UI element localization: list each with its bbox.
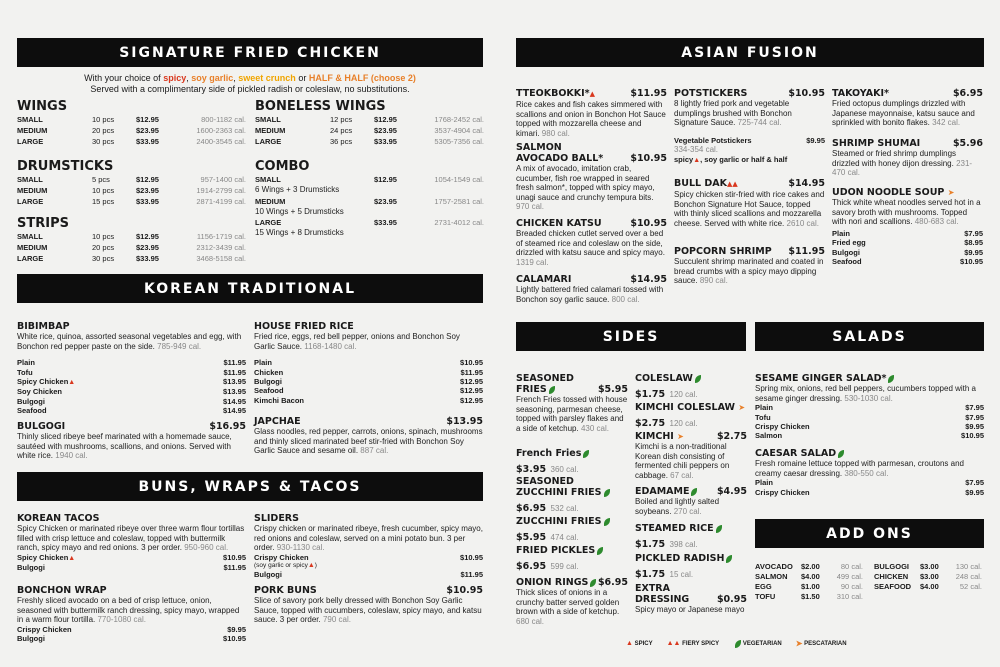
leaf-icon	[716, 525, 722, 533]
size-row: SMALL 5 pcs $12.95 957-1400 cal.	[17, 175, 246, 184]
flame-icon: ▲	[68, 379, 76, 386]
wings-block	[17, 99, 247, 147]
option-row: Plain $10.95	[254, 358, 483, 368]
option-row: Bulgogi $10.95	[17, 634, 246, 644]
potstickers-item: POTSTICKERS $10.95 8 lightly fried pork and vegetable dumplings brushed with Bonchon Signature Sauce. 725-744 cal.	[674, 88, 825, 128]
size-row: SMALL 10 pcs $12.95 800-1182 cal.	[17, 115, 246, 124]
size-row: MEDIUM 20 pcs $23.95 2312-3439 cal.	[17, 243, 246, 252]
size-row: LARGE 36 pcs $33.95 5305-7356 cal.	[255, 137, 484, 146]
addon-row: TOFU $1.50 310 cal.	[755, 592, 863, 601]
kimchi-coleslaw-item: KIMCHI COLESLAW ➤ $2.75 120 cal.	[635, 402, 746, 429]
addons-right	[874, 562, 984, 592]
option-row: Tofu $7.95	[755, 412, 984, 422]
size-row: LARGE 30 pcs $33.95 3468-5158 cal.	[17, 254, 246, 263]
option-row: Chicken $11.95	[254, 367, 483, 377]
option-row: Spicy Chicken▲ $13.95	[17, 377, 246, 386]
bulgogi-item: BULGOGI $16.95 Thinly sliced ribeye beef marinated with a homemade sauce, sautéed with mushrooms, scallions, and onions. Served with white rice. 1940 cal.	[17, 421, 246, 461]
calamari-item: CALAMARI $14.95 Lightly battered fried calamari tossed with Bonchon soy garlic sauce. 800 cal.	[516, 274, 667, 304]
onion-rings-item: ONION RINGS $6.95 Thick slices of onions in a crunchy batter served golden brown with a side of ketchup. 680 cal.	[516, 577, 628, 626]
popcorn-shrimp-item: POPCORN SHRIMP $11.95 Succulent shrimp marinated and coated in bread crumbs with a spicy mayo dipping sauce. 890 cal.	[674, 246, 825, 286]
leaf-icon	[590, 579, 596, 587]
fish-icon: ➤	[738, 403, 746, 412]
option-row: Plain $7.95	[832, 228, 983, 238]
option-row: Spicy Chicken▲ $10.95	[17, 552, 246, 562]
size-row: LARGE 30 pcs $33.95 2400-3545 cal.	[17, 137, 246, 146]
option-row: Bulgogi $9.95	[832, 247, 983, 257]
flame-icon: ▲	[307, 562, 315, 570]
legend: ▲ SPICY ▲▲ FIERY SPICY VEGETARIAN ➤ PESCATARIAN	[626, 639, 847, 648]
leaf-icon	[604, 489, 610, 497]
fried-pickles-item: FRIED PICKLES $6.95 599 cal.	[516, 545, 628, 574]
option-row: Kimchi Bacon $12.95	[254, 395, 483, 405]
option-row: Soy Chicken $13.95	[17, 387, 246, 397]
flame-icon: ▲	[693, 156, 701, 164]
option-row: Bulgogi $11.95	[17, 563, 246, 573]
fish-icon: ➤	[947, 188, 955, 197]
section-header-addons: ADD ONS	[755, 519, 984, 548]
french-fries-item: French Fries $3.95 360 cal.	[516, 448, 628, 477]
seasoned-zucchini-item: SEASONED ZUCCHINI FRIES $6.95 532 cal.	[516, 476, 628, 516]
drumsticks-block	[17, 159, 247, 207]
steamed-rice-item: STEAMED RICE $1.75 398 cal.	[635, 523, 747, 552]
veg-potstickers-item: Vegetable Potstickers $9.95 334-354 cal. spicy▲, soy garlic or half & half	[674, 136, 825, 164]
seasoned-fries-item: SEASONED FRIES $5.95 French Fries tossed with house seasoning, parmesan cheese, topped with parsley flakes and a side of ketchup. 430 cal.	[516, 373, 628, 433]
bonchon-wrap-item: BONCHON WRAP Freshly sliced avocado on a bed of crisp lettuce, onion, seasoned with buttermilk ranch dressing, spicy mayo, wrapped in a warm flour tortilla. 770-1080 cal. Crispy Chicken $9.95 Bulgogi $10.95	[17, 585, 246, 644]
flame-icon: ▲	[626, 640, 633, 647]
option-row: Salmon $10.95	[755, 431, 984, 441]
size-row: MEDIUM 20 pcs $23.95 1600-2363 cal.	[17, 126, 246, 135]
fish-icon: ➤	[795, 639, 803, 648]
addon-row: EGG $1.00 90 cal.	[755, 582, 863, 591]
flame-icon: ▲	[589, 90, 596, 98]
option-row: Crispy Chicken $9.95	[755, 487, 984, 497]
option-row: Bulgogi $12.95	[254, 377, 483, 386]
addon-row: SALMON $4.00 499 cal.	[755, 572, 863, 581]
boneless-block	[255, 99, 485, 147]
caesar-salad-item: CAESAR SALAD Fresh romaine lettuce topped with parmesan, croutons and creamy caesar dressing. 380-550 cal. Plain $7.95 Crispy Chicken $9.95	[755, 448, 984, 497]
option-row: Seafood $10.95	[832, 257, 983, 266]
chicken-katsu-item: CHICKEN KATSU $10.95 Breaded chicken cutlet served over a bed of steamed rice and coleslaw on the side, drizzled with katsu sauce and spicy mayo. 1319 cal.	[516, 218, 667, 267]
addon-row: BULGOGI $3.00 130 cal.	[874, 562, 982, 571]
coleslaw-item: COLESLAW $1.75 120 cal.	[635, 373, 747, 402]
section-header-asian: ASIAN FUSION	[516, 38, 984, 67]
size-row: MEDIUM 24 pcs $23.95 3537-4904 cal.	[255, 126, 484, 135]
addon-row: SEAFOOD $4.00 52 cal.	[874, 582, 982, 591]
house-fried-rice-item: HOUSE FRIED RICE Fried rice, eggs, red bell pepper, onions and Bonchon Soy Garlic Sauce. 1168-1480 cal. Plain $10.95 Chicken $11.95 Bulgogi $12.95 Seafood $12.95 Kimchi Bacon $12.95	[254, 321, 483, 405]
option-row: Fried egg $8.95	[832, 238, 983, 248]
japchae-item: JAPCHAE $13.95 Glass noodles, red pepper, carrots, onions, spinach, mushrooms and thinly sliced marinated beef stir-fried with Bonchon Soy Garlic Sauce and sesame oil. 887 cal.	[254, 416, 483, 456]
salmon-avocado-item: SALMON AVOCADO BALL* $10.95 A mix of avocado, imitation crab, cucumber, fish roe wrapped in seared fresh salmon*, topped with spicy mayo, unagi sauce and crunchy tempura bits. 970 cal.	[516, 142, 667, 212]
addons-left	[755, 562, 867, 602]
shrimp-shumai-item: SHRIMP SHUMAI $5.96 Steamed or fried shrimp dumplings drizzled with honey dijon dressing. 231-470 cal.	[832, 138, 983, 178]
section-header-signature	[17, 38, 483, 67]
strips-block	[17, 216, 247, 264]
option-row: Bulgogi $14.95	[17, 396, 246, 406]
boneless-title: BONELESS WINGS	[255, 99, 386, 114]
leaf-icon	[597, 547, 603, 555]
sliders-item: SLIDERS Crispy chicken or marinated ribeye, fresh cucumber, spicy mayo, red onions and coleslaw, served on a mini potato bun. 3 per order. 930-1130 cal. Crispy Chicken $10.95 (soy garlic or spicy▲) Bulgogi $11.95	[254, 513, 483, 580]
flame-icon: ▲	[68, 554, 76, 562]
combo-title: COMBO	[255, 159, 310, 174]
zucchini-fries-item: ZUCCHINI FRIES $5.95 474 cal.	[516, 516, 628, 545]
leaf-icon	[604, 518, 610, 526]
size-row: MEDIUM 10 pcs $23.95 1914-2799 cal.	[17, 186, 246, 195]
kimchi-item: KIMCHI ➤ $2.75 Kimchi is a non-traditional Korean dish consisting of fermented chili peppers on cabbage. 67 cal.	[635, 431, 747, 480]
tteokbokki-item: TTEOKBOKKI*▲ $11.95 Rice cakes and fish cakes simmered with scallions and onion in Bonchon Hot Sauce topped with mozzarella cheese and kimari. 980 cal.	[516, 88, 667, 138]
leaf-icon	[691, 488, 697, 496]
leaf-icon	[726, 555, 732, 563]
option-row: Seafood $12.95	[254, 386, 483, 396]
option-row: Crispy Chicken $9.95	[755, 422, 984, 431]
leaf-icon	[735, 640, 741, 648]
option-row: Plain $11.95	[17, 358, 246, 368]
combo-row: SMALL $12.95 1054-1549 cal.	[255, 175, 484, 184]
signature-intro: With your choice of spicy, soy garlic, sweet crunch or HALF & HALF (choose 2) Served with a complimentary side of pickled radish or coleslaw, no substitutions.	[84, 73, 416, 94]
section-header-sides: SIDES	[516, 322, 746, 351]
fish-icon: ➤	[677, 432, 684, 441]
extra-dressing-item: EXTRA DRESSING $0.95 Spicy mayo or Japanese mayo	[635, 583, 747, 614]
takoyaki-item: TAKOYAKI* $6.95 Fried octopus dumplings drizzled with Japanese mayonnaise, katsu sauce and sprinkled with bonito flakes. 342 cal.	[832, 88, 983, 128]
addon-row: AVOCADO $2.00 80 cal.	[755, 562, 863, 571]
size-row: LARGE 15 pcs $33.95 2871-4199 cal.	[17, 197, 246, 206]
combo-row: MEDIUM $23.95 1757-2581 cal.	[255, 196, 484, 206]
section-header-salads: SALADS	[755, 322, 984, 351]
strips-title: STRIPS	[17, 216, 69, 231]
leaf-icon	[888, 375, 894, 383]
wings-title: WINGS	[17, 99, 68, 114]
bull-dak-item: BULL DAK▲▲ $14.95 Spicy chicken stir-fried with rice cakes and Bonchon Signature Hot Sauce, topped with thinly sliced scallions and mozzarella cheese. Served with white rice. 2610 cal.	[674, 178, 825, 228]
section-title: SIGNATURE FRIED CHICKEN	[119, 44, 381, 61]
option-row: Plain $7.95	[755, 478, 984, 488]
pickled-radish-item: PICKLED RADISH $1.75 15 cal.	[635, 553, 747, 582]
combo-row: LARGE $33.95 2731-4012 cal.	[255, 218, 484, 228]
size-row: SMALL 12 pcs $12.95 1768-2452 cal.	[255, 115, 484, 124]
option-row: Crispy Chicken $9.95	[17, 624, 246, 634]
leaf-icon	[583, 450, 589, 458]
udon-item: UDON NOODLE SOUP ➤ Thick white wheat noodles served hot in a savory broth with mushrooms. Topped with nori and scallions. 480-683 cal. Plain $7.95 Fried egg $8.95 Bulgogi $9.95 Seafood $10.95	[832, 187, 983, 266]
size-row: SMALL 10 pcs $12.95 1156-1719 cal.	[17, 232, 246, 241]
pork-buns-item: PORK BUNS $10.95 Slice of savory pork belly dressed with Bonchon Soy Garlic Sauce, topped with cucumbers, coleslaw, spicy mayo, and katsu sauce. 3 per order. 790 cal.	[254, 585, 483, 625]
leaf-icon	[838, 450, 844, 458]
option-row: Tofu $11.95	[17, 367, 246, 377]
drumsticks-title: DRUMSTICKS	[17, 159, 114, 174]
option-row: Plain $7.95	[755, 403, 984, 413]
flame-icon: ▲▲	[666, 640, 681, 647]
section-header-korean: KOREAN TRADITIONAL	[17, 274, 483, 303]
bibimbap-item: BIBIMBAP White rice, quinoa, assorted seasonal vegetables and egg, with Bonchon red pepper paste on the side. 785-949 cal. Plain $11.95 Tofu $11.95 Spicy Chicken▲ $13.95 Soy Chicken $13.95 Bulgogi $14.95 Seafood $14.95	[17, 321, 246, 416]
korean-tacos-item: KOREAN TACOS Spicy Chicken or marinated ribeye over three warm flour tortillas filled with crisp lettuce and coleslaw, topped with buttermilk ranch, spicy mayo and red onions. 3 per order. 950-960 cal. Spicy Chicken▲ $10.95 Bulgogi $11.95	[17, 513, 246, 573]
leaf-icon	[695, 375, 701, 383]
section-header-buns: BUNS, WRAPS & TACOS	[17, 472, 483, 501]
option-row: Seafood $14.95	[17, 406, 246, 416]
edamame-item: EDAMAME $4.95 Boiled and lightly salted soybeans. 270 cal.	[635, 486, 747, 516]
addon-row: CHICKEN $3.00 248 cal.	[874, 572, 982, 581]
sesame-salad-item: SESAME GINGER SALAD* Spring mix, onions, red bell peppers, cucumbers topped with a sesame ginger dressing. 530-1030 cal. Plain $7.95 Tofu $7.95 Crispy Chicken $9.95 Salmon $10.95	[755, 373, 984, 441]
flame-icon: ▲▲	[726, 180, 738, 188]
combo-block: COMBO SMALL $12.95 1054-1549 cal. 6 Wings + 3 Drumsticks MEDIUM $23.95 1757-2581 cal. 10 Wings + 5 Drumsticks LARGE $33.95 2731-4012 cal. 15 Wings + 8 Drumsticks	[255, 159, 484, 238]
leaf-icon	[549, 386, 555, 394]
